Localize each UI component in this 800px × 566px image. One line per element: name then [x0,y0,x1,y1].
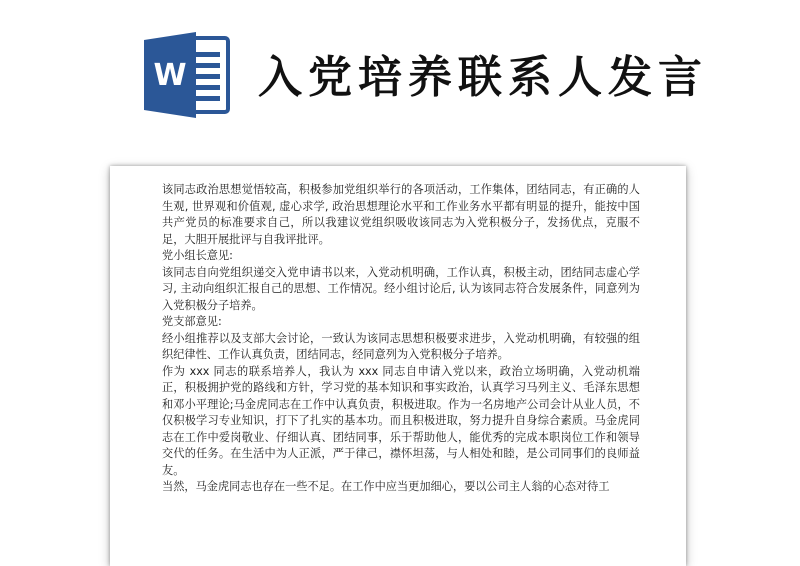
paragraph: 作为 xxx 同志的联系培养人，我认为 xxx 同志自申请入党以来，政治立场明确，入党动机端正，积极拥护党的路线和方针，学习党的基本知识和事实政治，认真学习马列主义、毛泽东思想和邓小平理论;马金虎同志在工作中认真负责，积极进取。作为一名房地产公司会计从业人员，不仅积极学习专业知识，打下了扎实的基本功。而且积极进取，努力提升自身综合素质。马金虎同志在工作中爱岗敬业、仔细认真、团结同事，乐于帮助他人，能优秀的完成本职岗位工作和领导交代的任务。在生活中为人正派，严于律己，襟怀坦荡，与人相处和睦，是公司同事们的良师益友。 [162,364,640,477]
page-title: 入党培养联系人发言 [258,52,708,103]
microsoft-word-icon [142,30,230,120]
paragraph: 当然，马金虎同志也存在一些不足。在工作中应当更加细心，要以公司主人翁的心态对待工 [162,480,610,493]
page-header [0,0,800,150]
paragraph: 该同志政治思想觉悟较高，积极参加党组织举行的各项活动，工作集体，团结同志，有正确的人生观, 世界观和价值观, 虚心求学, 政治思想理论水平和工作业务水平都有明显的提升，能按中国共产党员的标准要求自己，所以我建议党组织吸收该同志为入党积极分子，发扬优点，克服不足，大胆开展批评与自我评批评。 [162,183,640,246]
paragraph: 经小组推荐以及支部大会讨论，一致认为该同志思想积极要求进步，入党动机明确，有较强的组织纪律性、工作认真负责，团结同志，经同意列为入党积极分子培养。 [162,331,640,361]
document-page [110,166,686,566]
document-body [162,182,640,496]
paragraph: 该同志自向党组织递交入党申请书以来，入党动机明确，工作认真，积极主动，团结同志虚心学习, 主动向组织汇报自己的思想、工作情况。经小组讨论后, 认为该同志符合发展条件，同意列为入党积极分子培养。 [162,265,640,312]
section-heading-branch: 党支部意见: [162,315,222,328]
section-heading-group-leader: 党小组长意见: [162,249,233,262]
svg-text:W: W [153,58,187,93]
